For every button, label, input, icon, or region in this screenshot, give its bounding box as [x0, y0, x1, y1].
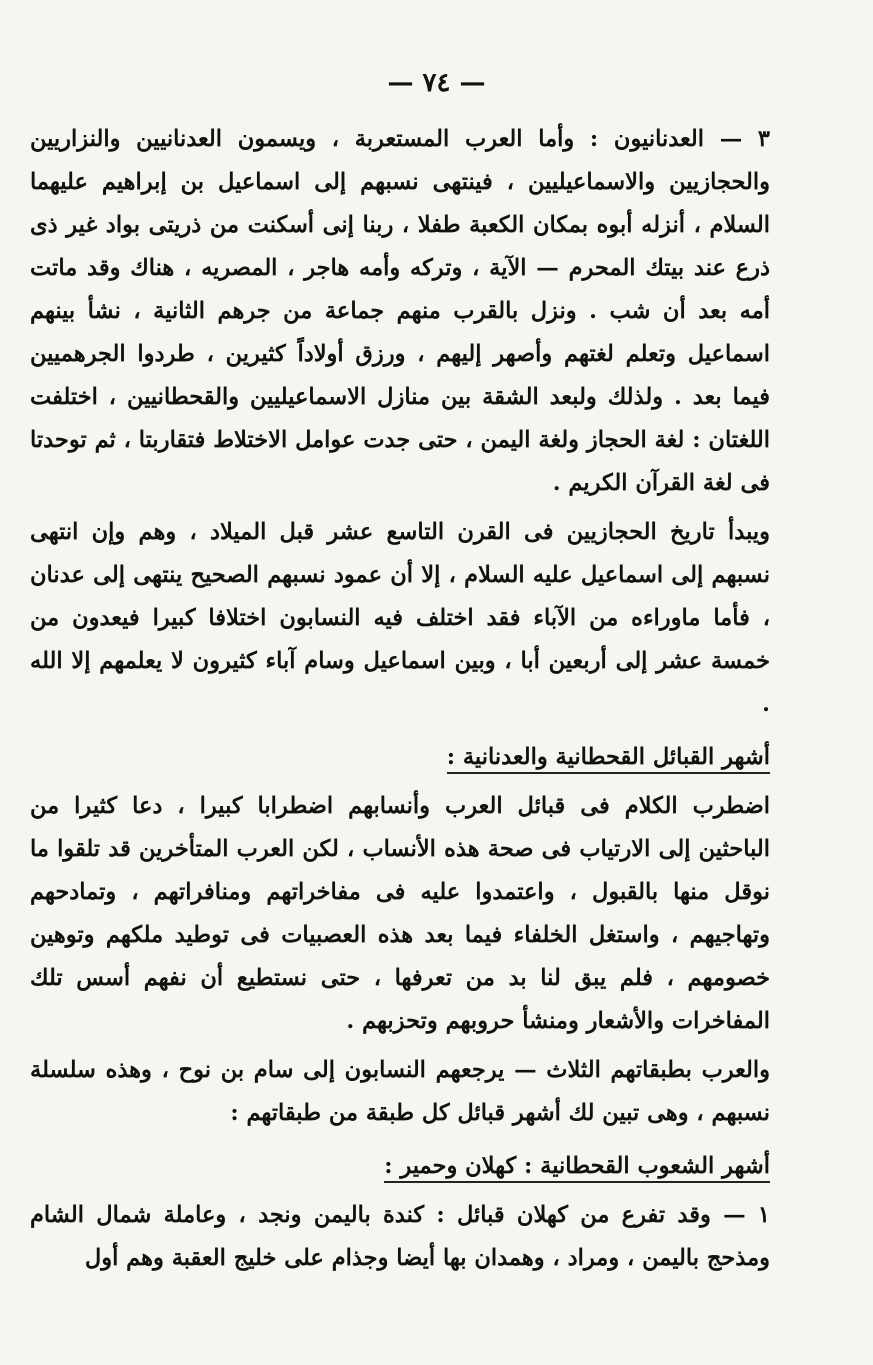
paragraph-arab-classes: والعرب بطبقاتهم الثلاث — يرجعهم النسابون إلى سام بن نوح ، وهذه سلسلة نسبهم ، وهى تبين لك أشهر قبائل كل طبقة من طبقاتهم :: [30, 1057, 770, 1126]
paragraph-kahlan-branches: ١ — وقد تفرع من كهلان قبائل : كندة باليمن ونجد ، وعاملة شمال الشام ومذحج باليمن ، ومراد ، وهمدان بها أيضا وجذام على خليج العقبة وهم أول: [30, 1202, 770, 1271]
section-heading-tribes: [30, 736, 770, 779]
paragraph-genealogy-dispute: اضطرب الكلام فى قبائل العرب وأنسابهم اضطرابا كبيرا ، دعا كثيرا من الباحثين إلى الارتياب فى صحة هذه الأنساب ، لكن العرب المتأخرين قد تلقوا ما نوقل منها بالقبول ، واعتمدوا عليه فى مفاخراتهم ومنافراتهم ، وتمادحهم وتهاجيهم ، واستغل الخلفاء فيما بعد هذه العصبيات فى توطيد ملكهم وتوهين خصومهم ، فلم يبق لنا بد من تعرفها ، حتى نستطيع أن نفهم أسس تلك المفاخرات والأشعار ومنشأ حروبهم وتحزبهم .: [30, 793, 770, 1034]
paragraph-hijazi-history: ويبدأ تاريخ الحجازيين فى القرن التاسع عشر قبل الميلاد ، وهم وإن انتهى نسبهم إلى اسماعيل عليه السلام ، إلا أن عمود نسبهم الصحيح ينتهى إلى عدنان ، فأما ماوراءه من الآباء فقد اختلف فيه النسابون اختلافا كبيرا فيعدون من خمسة عشر إلى أربعين أبا ، وبين اسماعيل وسام آباء كثيرون لا يعلمهم إلا الله .: [30, 519, 770, 717]
page-body: [30, 118, 770, 1280]
page-number: — ٧٤ —: [387, 68, 486, 98]
paragraph-adnanites: ٣ — العدنانيون : وأما العرب المستعربة ، ويسمون العدنانيين والنزاريين والحجازيين والاسماعيليين ، فينتهى نسبهم إلى اسماعيل بن إبراهيم عليهما السلام ، أنزله أبوه بمكان الكعبة طفلا ، ربنا إنى أسكنت من ذريتى بواد غير ذى ذرع عند بيتك المحرم — الآية ، وتركه وأمه هاجر ، المصريه ، هناك وقد ماتت أمه بعد أن شب . ونزل بالقرب منهم جماعة من جرهم الثانية ، نشأ بينهم اسماعيل وتعلم لغتهم وأصهر إليهم ، ورزق أولاداً كثيرين ، طردوا الجرهميين فيما بعد . ولذلك ولبعد الشقة بين منازل الاسماعيليين والقحطانيين ، اختلفت اللغتان : لغة الحجاز ولغة اليمن ، حتى جدت عوامل الاختلاط فتقاربتا ، ثم توحدتا فى لغة القرآن الكريم .: [30, 126, 770, 496]
heading-text: أشهر القبائل القحطانية والعدنانية :: [447, 744, 770, 774]
heading-text: أشهر الشعوب القحطانية : كهلان وحمير :: [384, 1153, 770, 1183]
section-heading-qahtani: [30, 1145, 770, 1188]
